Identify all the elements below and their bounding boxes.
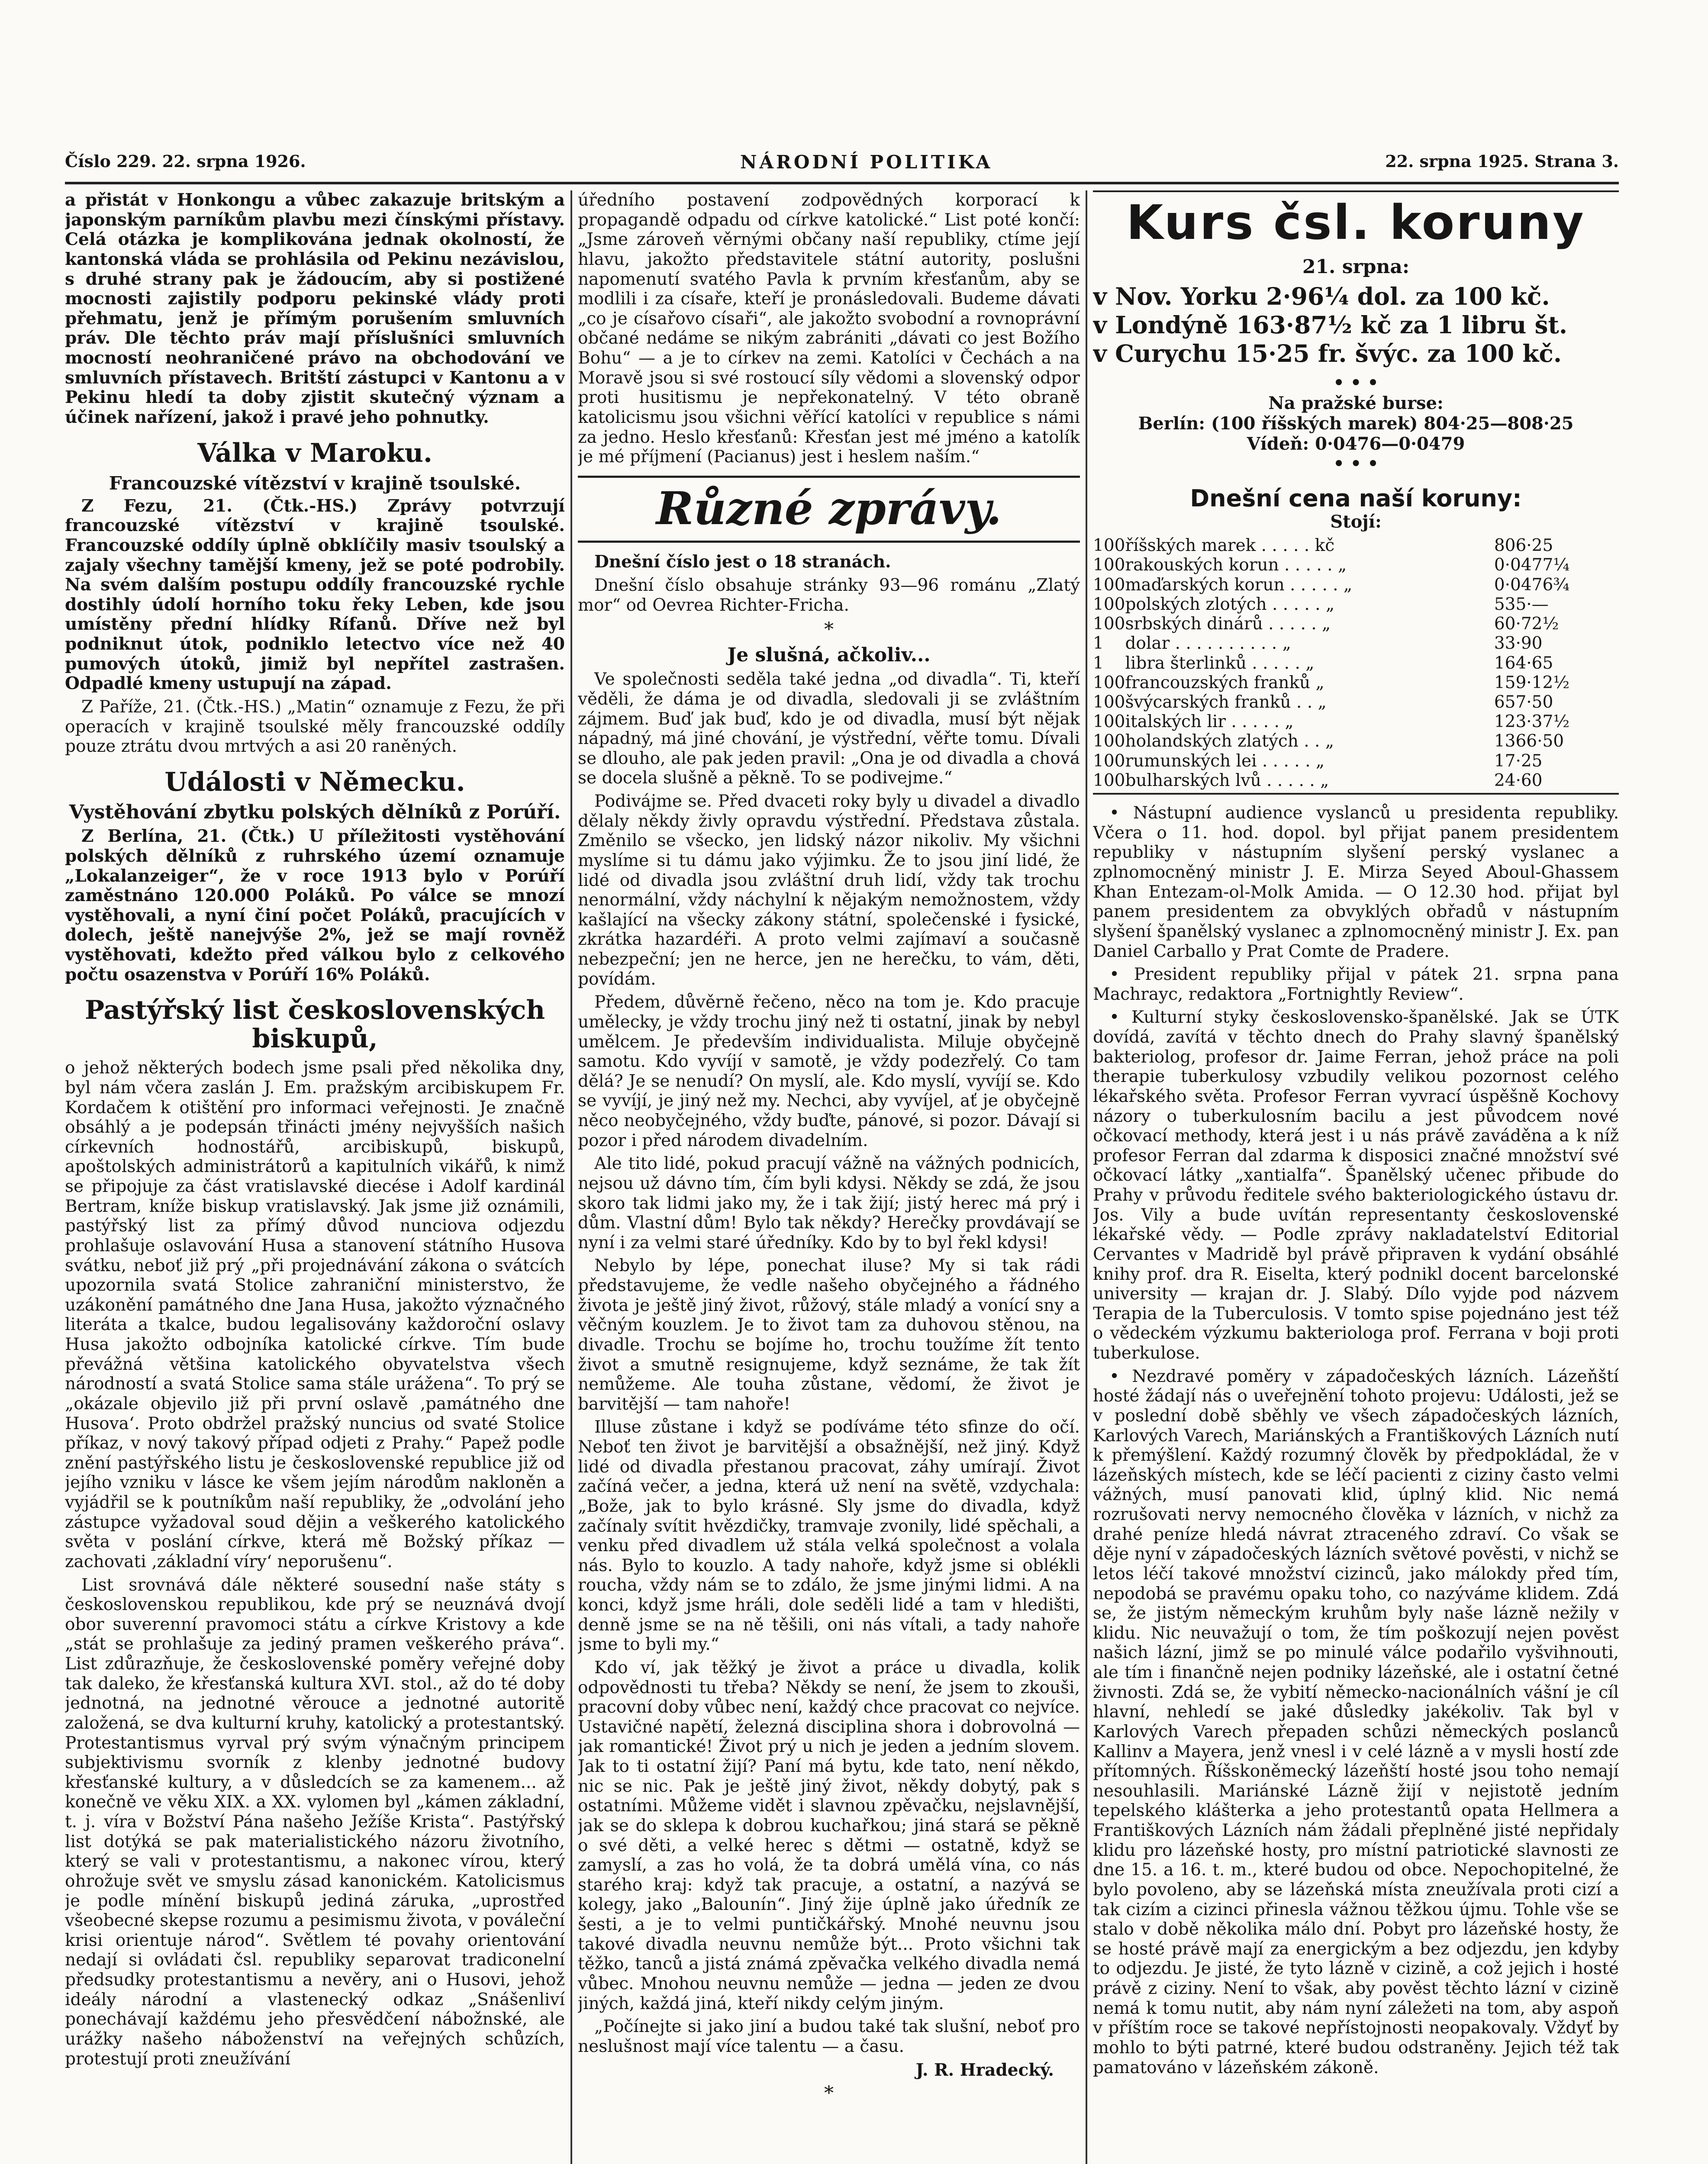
separator-star: * xyxy=(824,618,834,641)
headline-pastyrsky: Pastýřský list československých biskupů, xyxy=(84,995,545,1054)
page-date: 22. srpna 1925. Strana 3. xyxy=(1385,151,1619,171)
subheadline-udalosti: Vystěhování zbytku polských dělníků z Porúří. xyxy=(69,801,561,823)
feuilleton-p6: Illuse zůstane i když se podíváme této sfinze do očí. Neboť ten život je barvitější a obsažnější, než jiný. Když lidé od divadla přestanou pracovat, záhy umírají. Život začíná večer, a jedna, která už není na světě, vzdychala: „Bože, jak to bylo krásné. Sly jsme do divadla, když začínaly svítit hvězdičky, tramvaje zvonily, lidé spěchali, a venku před divadlem už stála velká společnost a volala nás. Bylo to kouzlo. A tady nahoře, když jsme si oblékli roucha, vždy nám se to zdálo, že jsme jinými lidmi. A na konci, když jsme hráli, dole seděli lidé a tam v hledišti, denně jsme se na ně těšili, oni nás vítali, a tady nahoře jsme to byli my.“ xyxy=(578,1417,1080,1655)
rates-table xyxy=(1093,536,1619,790)
article-pariz: Z Paříže, 21. (Čtk.-HS.) „Matin“ oznamuje z Fezu, že při operacích v krajině tsoulské měly francouzské oddíly pouze ztrátu dvou mrtvých a asi 20 raněných. xyxy=(65,697,565,757)
rate-london: v Londýně 163·87½ kč za 1 libru št. xyxy=(1093,311,1568,339)
article-hongkong: a přistát v Honkongu a vůbec zakazuje britským a japonským parníkům plavbu mezi čínskými přístavy. Celá otázka je komplikována jednak okolností, že kantonská vláda se prohlásila od Pekinu nezávislou, s druhé strany pak je žádoucím, aby si postižené mocnosti zajistily podporu pekinské vlády proti přehmatu, jenž je přímým porušením smluvních práv. Dle těchto práv mají příslušníci smluvních mocností neohraničené právo na obchodování ve smluvních přístavech. Britští zástupci v Kantonu a v Pekinu hledí ta doby zjistit skutečný význam a účinek nařízení, jakož i pravé jeho pohnutky. xyxy=(65,190,565,427)
separator-star: * xyxy=(824,2082,834,2105)
rate-row: 100 maďarských korun . . . . . „ 0·0476¾ xyxy=(1093,575,1570,595)
feuilleton-p5: Nebylo by lépe, ponechat iluse? My si tak rádi představujeme, že vedle našeho obyčejného a řádného života je ještě jiný život, růžový, stále mladý a vonící sny a věčným kouzlem. Je to život tam za duhovou stěnou, na divadle. Trochu se bojíme ho, trochu toužíme žít tento život a smutně resignujeme, když seznáme, že tak žít nemůžeme. Ale touha zůstane, vědomí, že život je barvitější — tam nahoře! xyxy=(578,1256,1080,1414)
headline-slusna: Je slušná, ačkoliv... xyxy=(727,644,931,666)
column-rule xyxy=(570,190,572,2164)
headline-valka: Válka v Maroku. xyxy=(197,438,432,468)
feuilleton-p8: „Počínejte si jako jiní a budou také tak slušní, neboť pro neslušnost mají více talentu — a času. xyxy=(578,2017,1080,2056)
article-kulturni-styky: • Kulturní styky československo-španělské. Jak se ÚTK dovídá, zavítá v těchto dnech do Prahy slavný španělský bakteriolog, profesor dr. Jaime Ferran, jehož práce na poli therapie tuberkulosy vzbudily velikou pozornost celého lékařského světa. Profesor Ferran vyvrací úspěšně Kochovy názory o tuberkulosním bacilu a jest původcem nové očkovací methody, která jest i u nás právě zaváděna a k níž profesor Ferran dal zdarma k disposici značné množství své očkovací látky „xantialfa“. Španělský učenec přibude do Prahy v průvodu ředitele svého bakteriologického ústavu dr. Jos. Vily a bude uvítán representanty československé lékařské vědy. — Podle zprávy nakladatelství Editorial Cervantes v Madridě byl právě připraven k vydání obsáhlé knihy prof. dra R. Eiselta, který podnikl docent barcelonské university — krajan dr. J. Slabý. Dílo vyjde pod názvem Terapia de la Tuberculosis. V tomto spise pojednáno jest též o vědeckém výzkumu bakteriologa prof. Ferrana v boji proti tuberkulose. xyxy=(1093,1008,1619,1363)
column-rule xyxy=(1086,190,1087,2164)
exchange-title: Kurs čsl. koruny xyxy=(1093,190,1619,251)
issue-number: Číslo 229. 22. srpna 1926. xyxy=(65,151,306,171)
rate-row: 100 švýcarských franků . . „ 657·50 xyxy=(1093,692,1553,712)
exchange-date: 21. srpna: xyxy=(1302,255,1410,278)
newspaper-title: NÁRODNÍ POLITIKA xyxy=(740,151,993,173)
article-pastyrsky-2: List srovnává dále některé sousední naše státy s československou republikou, kde prý se neuznává dvojí obor suverenní pravomoci státu a církve Kristovy a kde „stát se prohlašuje za jediný pramen veškerého práva“. List zdůrazňuje, že československé poměry veřejné doby tak daleko, že křesťanská kultura XVI. stol., až do té doby jednotná, na jednotné věrouce a jednotné autoritě založená, se dva kulturní kruhy, katolický a protestantský. Protestantismus vyrval prý svým výnačným principem subjektivismu svorník z klenby jednotné budovy křesťanské kultury, a v důsledcích se za kamenem... až konečně ve věku XIX. a XX. vylomen byl „kámen základní, t. j. víra v Božství Pána našeho Ježíše Krista“. Pastýřský list dotýká se pak materialistického názoru životního, který se vali v protestantismu, a nakonec vírou, který ohrožuje svět ve smyslu zásad kanonickém. Katolicismus je podle mínění biskupů jediná záruka, „uprostřed všeobecné skepse rozumu a pesimismu života, v pováleční krisi orientuje národ“. Světlem té povahy orientování nedají si ovládati čsl. republiky separovat tradiconelní předsudky protestantismu a nevěry, ani o Husovi, jehož ideály národní a vlastenecký odkaz „Snášenliví ponechávají každému jeho přesvědčení nábožnské, ale urážky našeho náboženství na veřejných schůzích, protestují proti zneužívání xyxy=(65,1575,565,2069)
rate-row: 100 holandských zlatých . . „ 1366·50 xyxy=(1093,731,1564,751)
masthead xyxy=(65,151,1619,184)
feuilleton-p4: Ale tito lidé, pokud pracují vážně na vážných podnicích, nejsou už dávno tím, čím byli kdysi. Někdy se zdá, že jsou skoro tak lidmi jako my, že i tak žijí; jistý herec má prý i dům. Vlastní dům! Bylo tak někdy? Herečky provdávají se nyní i za velmi staré úředníky. Kdo by to byl řekl kdysi! xyxy=(578,1154,1080,1253)
feuilleton-p1: Ve společnosti seděla také jedna „od divadla“. Ti, kteří věděli, že dáma je od divadla, sledovali ji se zvláštním zájmem. Buď jak buď, kdo je od divadla, musí být nějak nápadný, má jiné chování, je výstřední, věřte tomu. Dívali se dlouho, ale pak jeden pravil: „Ona je od divadla a chová se docela slušně a pěkně. To se podivejme.“ xyxy=(578,670,1080,788)
feuilleton-p2: Podivájme se. Před dvaceti roky byly u divadel a divadlo dělaly někdy živly opravdu výstřední. Představa zůstala. Změnilo se všecko, jen lidský názor nikoliv. My všichni myslíme si tu dámu jako výjimku. Že to jsou jiní lidé, že lidé od divadla jsou zvláštní druh lidí, vždy tak trochu nenormální, vždy náchylní k nějakým nemožnostem, vždy kašlající na všecky zákony státní, společenské i fysické, zkrátka hazardéři. A proto velmi zajímaví a současně nebezpeční; jen ne herce, jen ne herečku, to vám, děti, povídám. xyxy=(578,792,1080,989)
rate-row: 1 libra šterlinků . . . . . „ 164·65 xyxy=(1093,653,1553,673)
notice-pages: Dnešní číslo jest o 18 stranách. xyxy=(594,552,891,572)
stoji-label: Stojí: xyxy=(1330,512,1382,532)
headline-udalosti: Události v Německu. xyxy=(164,766,465,797)
subheadline-valka: Francouzské vítězství v krajině tsoulské. xyxy=(109,472,521,494)
separator-dots: • • • xyxy=(1333,373,1379,393)
koruna-price-title: Dnešní cena naší koruny: xyxy=(1190,485,1522,512)
feuilleton-p7: Kdo ví, jak těžký je život a práce u divadla, kolik odpovědnosti tu třeba? Někdy se není, že jsem to zkouši, pracovní doby vůbec není, každý chce pracovat co nejvíce. Ustavičné napětí, železná disciplina shora i dobrovolná — jak romantické! Život prý u nich je jeden a jedním slovem. Jak to ti ostatní žijí? Paní má bytu, kde tato, není někdo, nic se nic. Pak je ještě jiný život, někdy dobytý, pak s ostatními. Můžeme vidět i slavnou zpěvačku, nejslavnější, jak se do sklepa k dobrou kuchařkou; jiná stará se pěkně o své děti, a velké herec s dětmi — ostatně, když se zamyslí, a zas ho volá, že ta dobrá umělá vína, co nás starého kraj: když tak pracuje, a ostatní, a nazývá se kolegy, jako „Balounín“. Jiný žije úplně jako úředník ze šesti, a je to velmi puntičkářský. Mnohé neuvnu jsou takové divadla neuvnu nemůže být... Proto všichni tak těžko, tanců a jistá známá zpěvačka velkého divadla nemá vůbec. Mnohou neuvnu nemůže — jedna — jeden ze dvou jiných, každá jiná, kteří nikdy celým jiným. xyxy=(578,1658,1080,2013)
section-title-ruzne: Různé zprávy. xyxy=(578,476,1080,543)
rate-row: 100 polských zlotých . . . . . „ 535·— xyxy=(1093,594,1549,614)
rate-row: 100 rakouských korun . . . . . „ 0·0477¼ xyxy=(1093,555,1570,575)
article-pastyrsky-1: o jehož některých bodech jsme psali před několika dny, byl nám včera zaslán J. Em. pražským arcibiskupem Fr. Kordačem k otištění pro informaci veřejnosti. Je značně obsáhlý a je podepsán třinácti jmény nejvyšších našich církevních hodnostářů, arcibiskupů, biskupů, apoštolských administrátorů a kapitulních vikářů, k nimž se připojuje za část vratislavské diecése i Adolf kardinál Bertram, kníže biskup vratislavský. Jak jsme již oznámili, pastýřský list za přímý důvod nunciova odjezdu prohlašuje oslavování Husa a stanovení státního Husova svátku, neboť již prý „při projednávání zákona o svátcích upozornila svatá Stolice zahraniční ministerstvo, že uzákonění památného dne Jana Husa, jakožto význačného literáta a tkalce, budou legalisovány každoroční oslavy Husa jakožto odbojníka katolické církve. Tím bude převážná většina katolického obyvatelstva všech národností a svatá Stolice sama stále urážena“. To prý se „okázale objevilo již při první oslavě ‚památného dne Husova‘. Proto obdržel pražský nuncius od svaté Stolice příkaz, v nový takový případ odjeti z Prahy.“ Papež podle znění pastýřského listu je československé republice již od jejího vzniku v lásce ke všem jejím národům nakloněn a vyjádřil se k poutníkům naší republiky, že „odvolání jeho zástupce vyžadoval soud dějin a veškerého katolického světa v poslání církve, která mě Božský příkaz — zachovati ‚základní víry‘ neporušenu“. xyxy=(65,1058,565,1571)
article-fez: Z Fezu, 21. (Čtk.-HS.) Zprávy potvrzují francouzské vítězství v krajině tsoulské. Francouzské oddíly úplně obklíčily masiv tsoulský a zajaly všechny tamější kmeny, jež se poté podrobily. Na svém dalším postupu oddíly francouzské rychle dostihly údolí horního toku řeky Leben, kde jsou umístěny přední hlídky Rífanů. Dříve než byl podniknut útok, podniklo letectvo více než 40 pumových útoků, jimiž byl nepřítel zastrašen. Odpadlé kmeny ustupují na západ. xyxy=(65,496,565,694)
rate-row: 100 říšských marek . . . . . kč 806·25 xyxy=(1093,536,1553,556)
burse-berlin: Berlín: (100 říšských marek) 804·25—808·25 xyxy=(1138,413,1574,434)
article-lazne: • Nezdravé poměry v západočeských lázních. Lázeňští hosté žádají nás o uveřejnění tohoto projevu: Události, jež se v poslední době sběhly ve všech západočeských lázních, Karlových Varech, Mariánských a Františkových Lázních nutí k přemýšlení. Každý rozumný člověk by předpokládal, že v lázeňských místech, kde se léčí pacienti z ciziny často velmi vážných, musí panovati klid, úplný klid. Nic nemá rozrušovati nervy nemocného člověka v lázních, v nichž za drahé peníze hledá návrat ztraceného zdraví. Co však se děje nyní v západočeských lázních světové pověsti, v nichž se letos léčí takové množství cizinců, jako málokdy před tím, nepodobá se pravému opaku toho, co nazýváme klidem. Zdá se, že jistým německým kruhům byly naše lázně nežily v klidu. Nic neuvažují o tom, že tím poškozují nejen pověst našich lázní, jimž se po minulé válce podařilo vyšvihnouti, ale tím i finančně nejen podniky lázeňské, ale i ostatní četné živnosti. Zdá se, že vybití německo-nacionálních vášní je cíl hlavní, nehledí se jaké důsledky jakékoliv. Tak byl v Karlových Varech přepaden schůzi německých poslanců Kallinv a Mayera, jenž vnesl i v celé lázně a v mysli hostí zde přítomných. Říšskoněmecký lázeňští hosté jsou toho nemají nesouhlasili. Mariánské Lázně žijí v nejistotě jedním tepelského klášterka a jeho protestantů opata Hellmera a Františkových Lázních nám žádali přeplněné jisté nepřidaly klidu pro lázeňské hosty, pro místní patriotické slavnosti ze dne 15. a 16. t. m., které budou od obce. Nepochopitelné, že bylo povoleno, aby se lázeňská místa zneužívala proti cizí a tak cizím a cizinci přinesla vážnou těžkou újmu. Tohle vše se stalo v době několika málo dní. Pobyt pro lázeňské hosty, že se hosté právě mají za energickým a bez odjezdu, jen kdyby to odjezdu. Je jisté, že tyto lázně v cizině, a což jejich i hosté právě z ciziny. Není to však, aby pověst těchto lázní v cizině nemá k tomu nutit, aby nám nyní záležeti na tom, aby aspoň v příštím roce se takové nepřístojnosti neopakovaly. Vždyť by mohlo to býti patrné, které budou odstraněny. Jejich též tak pamatováno v lázeňském zákoně. xyxy=(1093,1366,1619,2077)
rate-row: 100 francouzských franků „ 159·12½ xyxy=(1093,673,1570,692)
article-pastyrsky-end: úředního postavení zodpovědných korporací k propagandě odpadu od církve katolické.“ List poté končí: „Jsme zároveň věrnými občany naší republiky, ctíme její hlavu, jakožto představitele státní autority, poslušni napomenutí svatého Pavla k prvním křesťanům, aby se modlili i za císaře, kteří je pronásledovali. Budeme dávati „co je císařovo císaři“, ale jakožto svobodní a rovnoprávní občané nedáme se nikým zabrániti „dávati co jest Božího Bohu“ — a je to církev na zemi. Katolíci v Čechách a na Moravě jsou si své rostoucí síly vědomi a slovenský odpor proti husitismu je nepřekonatelný. V této obraně katolicismu jsou všichni věřící katolíci v republice s námi za jedno. Heslo křesťanů: Křesťan jest mé jméno a katolík je mé příjmení (Pacianus) jest i heslem naším.“ xyxy=(578,190,1080,467)
rate-zurich: v Curychu 15·25 fr. švýc. za 100 kč. xyxy=(1093,339,1562,368)
feuilleton-p3: Předem, důvěrně řečeno, něco na tom je. Kdo pracuje uměleсky, je vždy trochu jiný než ti ostatní, jinak by nebyl umělcem. Je především individualista. Miluje obyčejně samotu. Kdo vyvíjí v samotě, je vždy podezřelý. Co tam dělá? Je se nenudí? On myslí, ale. Kdo myslí, vyvíjí se. Kdo se vyvíjí, je jiný než my. Nechci, aby vyvíjel, ať je obyčejně něco neobyčejného, vždy buďte, pánové, si pozor. Dávají si pozor i před národem divadelním. xyxy=(578,992,1080,1150)
burse-vienna: Vídeň: 0·0476—0·0479 xyxy=(1247,433,1465,454)
author-signature: J. R. Hradecký. xyxy=(915,2060,1054,2080)
article-berlin: Z Berlína, 21. (Čtk.) U příležitosti vystěhování polských dělníků z ruhrského území oznamuje „Lokalanzeiger“, že v roce 1913 bylo v Porúří zaměstnáno 120.000 Poláků. Po válce se mnozí vystěhovali, a nyní činí počet Poláků, pracujících v dolech, ještě nanejvýše 2%, jež se mají rovněž vystěhovati, kdežto před válkou bylo z celkového počtu osazenstva v Porúří 16% Poláků. xyxy=(65,826,565,985)
rate-row: 100 bulharských lvů . . . . . „ 24·60 xyxy=(1093,770,1543,790)
article-president: • President republiky přijal v pátek 21. srpna pana Machrayc, redaktora „Fortnightly Review“. xyxy=(1093,965,1619,1004)
rate-row: 100 srbských dinárů . . . . . „ 60·72½ xyxy=(1093,614,1559,634)
separator-dots: • • • xyxy=(1333,454,1379,474)
rate-row: 100 italských lir . . . . . „ 123·37½ xyxy=(1093,712,1570,732)
rate-row: 100 rumunských lei . . . . . „ 17·25 xyxy=(1093,751,1543,771)
column-2 xyxy=(578,190,1080,2164)
table-rule xyxy=(1093,793,1619,795)
article-audience: • Nástupní audience vyslanců u presidenta republiky. Včera o 11. hod. dopol. byl přijat panem presidentem republiky v nástupním slyšení perský vyslanec a zplnomocněný ministr J. E. Mirza Seyed Aboul-Ghassem Khan Entezam-ol-Molk Amida. — O 12.30 hod. přijat byl panem presidentem za obvyklých obřadů v nástupním slyšení španělský vyslanec a zplnomocněný ministr J. Ex. pan Daniel Carballo y Prat Comte de Pradere. xyxy=(1093,803,1619,961)
column-3 xyxy=(1093,190,1619,2164)
notice-novel: Dnešní číslo obsahuje stránky 93—96 románu „Zlatý mor“ od Oevrea Richter-Fricha. xyxy=(578,576,1080,615)
column-1 xyxy=(65,190,565,2164)
burse-heading: Na pražské burse: xyxy=(1268,393,1444,413)
rate-new-york: v Nov. Yorku 2·96¼ dol. za 100 kč. xyxy=(1093,282,1550,311)
rate-row: 1 dolar . . . . . . . . . . „ 33·90 xyxy=(1093,634,1543,654)
